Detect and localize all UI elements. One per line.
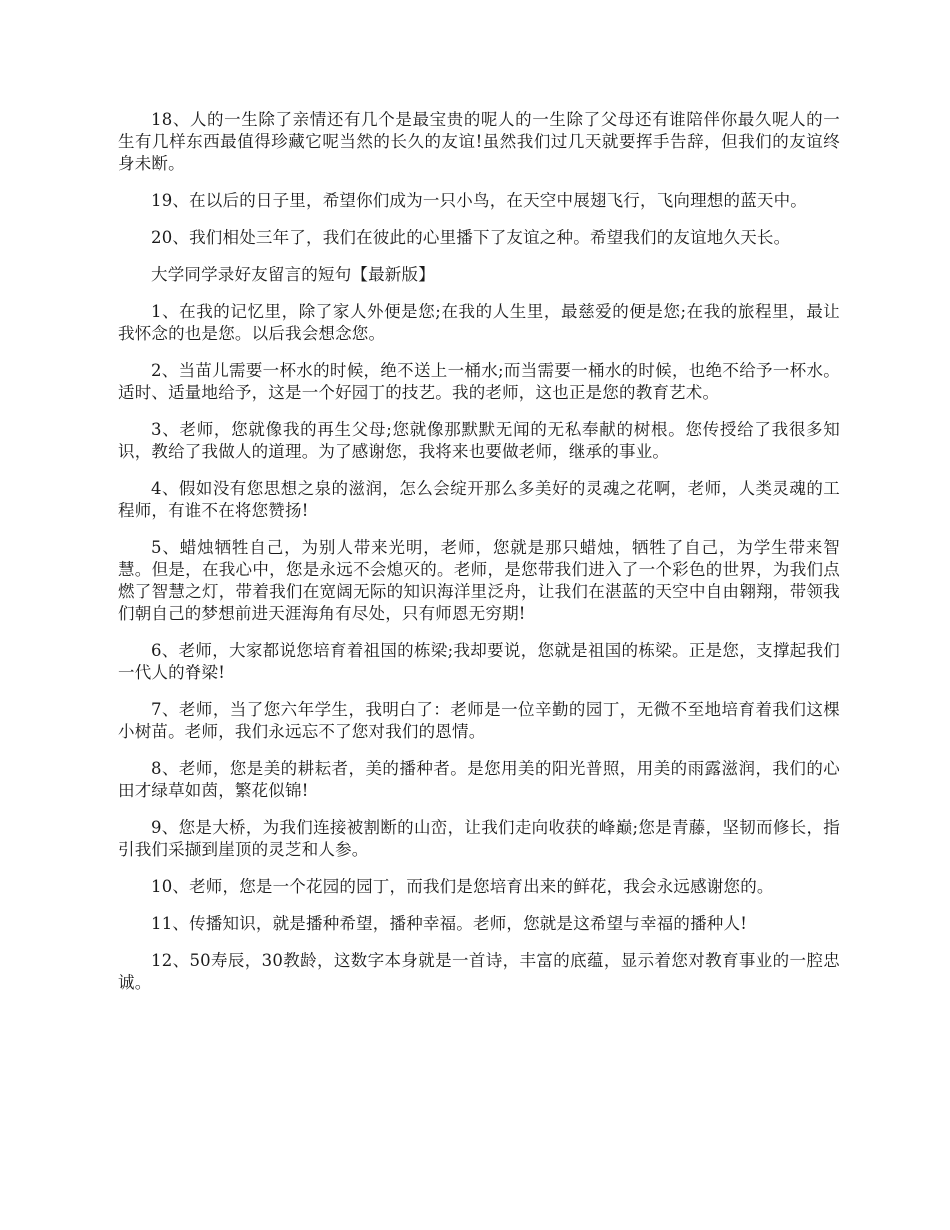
paragraph-12: 12、50寿辰，30教龄，这数字本身就是一首诗，丰富的底蕴，显示着您对教育事业的一腔忠诚。 [118, 951, 840, 992]
paragraph-19: 19、在以后的日子里，希望你们成为一只小鸟，在天空中展翅飞行，飞向理想的蓝天中。 [151, 191, 807, 210]
paragraph-5: 5、蜡烛牺牲自己，为别人带来光明，老师，您就是那只蜡烛，牺牲了自己，为学生带来智慧。但是，在我心中，您是永远不会熄灭的。老师，是您带我们进入了一个彩色的世界，为我们点燃了智慧之灯，带着我们在宽阔无际的知识海洋里泛舟，让我们在湛蓝的天空中自由翱翔，带领我们朝自己的梦想前进天涯海角有尽处，只有师恩无穷期! [118, 538, 840, 623]
paragraph-2: 2、当苗儿需要一杯水的时候，绝不送上一桶水;而当需要一桶水的时候，也绝不给予一杯水。适时、适量地给予，这是一个好园丁的技艺。我的老师，这也正是您的教育艺术。 [118, 361, 840, 402]
paragraph-1: 1、在我的记忆里，除了家人外便是您;在我的人生里，最慈爱的便是您;在我的旅程里，最让我怀念的也是您。以后我会想念您。 [118, 302, 840, 343]
paragraph-7: 7、老师，当了您六年学生，我明白了：老师是一位辛勤的园丁，无微不至地培育着我们这棵小树苗。老师，我们永远忘不了您对我们的恩情。 [118, 700, 840, 741]
section-heading: 大学同学录好友留言的短句【最新版】 [151, 265, 435, 284]
paragraph-10: 10、老师，您是一个花园的园丁，而我们是您培育出来的鲜花，我会永远感谢您的。 [151, 877, 774, 896]
paragraph-18: 18、人的一生除了亲情还有几个是最宝贵的呢人的一生除了父母还有谁陪伴你最久呢人的一生有几样东西最值得珍藏它呢当然的长久的友谊!虽然我们过几天就要挥手告辞，但我们的友谊终身未断。 [118, 110, 840, 173]
paragraph-8: 8、老师，您是美的耕耘者，美的播种者。是您用美的阳光普照，用美的雨露滋润，我们的心田才绿草如茵，繁花似锦! [118, 759, 840, 800]
paragraph-11: 11、传播知识，就是播种希望，播种幸福。老师，您就是这希望与幸福的播种人! [151, 914, 748, 933]
paragraph-6: 6、老师，大家都说您培育着祖国的栋梁;我却要说，您就是祖国的栋梁。正是您，支撑起我们一代人的脊梁! [118, 641, 840, 682]
document-body [118, 109, 840, 1009]
paragraph-4: 4、假如没有您思想之泉的滋润，怎么会绽开那么多美好的灵魂之花啊，老师，人类灵魂的工程师，有谁不在将您赞扬! [118, 479, 840, 520]
paragraph-3: 3、老师，您就像我的再生父母;您就像那默默无闻的无私奉献的树根。您传授给了我很多知识，教给了我做人的道理。为了感谢您，我将来也要做老师，继承的事业。 [118, 420, 840, 461]
paragraph-9: 9、您是大桥，为我们连接被割断的山峦，让我们走向收获的峰巅;您是青藤，坚韧而修长，指引我们采撷到崖顶的灵芝和人参。 [118, 818, 840, 859]
paragraph-20: 20、我们相处三年了，我们在彼此的心里播下了友谊之种。希望我们的友谊地久天长。 [151, 228, 791, 247]
